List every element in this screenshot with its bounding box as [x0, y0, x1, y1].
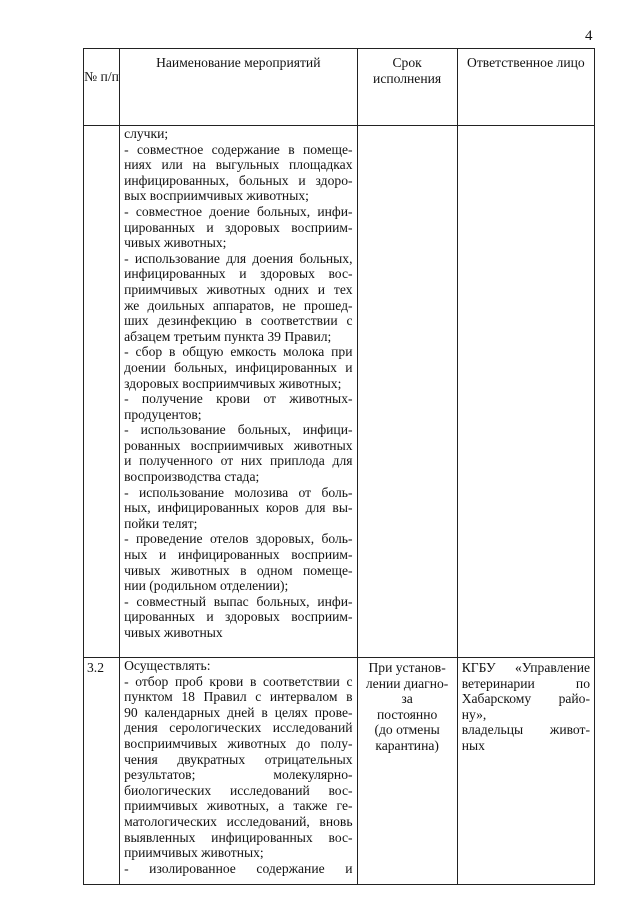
row-number: [84, 126, 120, 658]
row-number: 3.2: [84, 658, 120, 885]
text-line: - совместное доение больных, инфи-: [124, 203, 353, 219]
table-row: [84, 126, 595, 658]
text-line: абзацем третьим пункта 39 Правил;: [124, 328, 332, 344]
text-line: здоровых восприимчивых животных;: [124, 375, 342, 391]
text-line: выявленных инфицированных вос-: [124, 829, 353, 845]
text-line: и полученного от них приплода для: [124, 453, 353, 469]
table-row: [84, 658, 595, 885]
text-line: - использование больных, инфици-: [124, 422, 353, 438]
text-line: инфицированных и здоровых вос-: [124, 266, 353, 282]
text-line: - отбор проб крови в соответствии с: [124, 673, 353, 689]
text-line: ниях или на выгульных площадках: [124, 157, 353, 173]
text-line: за: [401, 691, 413, 707]
text-line: приимчивых животных;: [124, 845, 264, 861]
text-line: При установ-: [368, 660, 446, 675]
responsible-cell: [457, 658, 594, 885]
text-line: нии (родильном отделении);: [124, 578, 289, 594]
text-line: ных и инфицированных восприим-: [124, 547, 353, 563]
text-line: карантина): [375, 737, 439, 753]
text-line: пойки телят;: [124, 515, 198, 531]
text-line: - совместное содержание в помеще-: [124, 141, 353, 157]
text-line: Осуществлять:: [124, 658, 211, 673]
text-line: чивых животных;: [124, 235, 227, 251]
text-line: 90 календарных дней в целях прове-: [124, 704, 353, 720]
measure-text: [120, 126, 357, 658]
measure-text: [120, 658, 357, 885]
text-line: вых восприимчивых животных;: [124, 188, 309, 204]
text-line: лении диагно-: [365, 675, 449, 691]
measures-table: [83, 48, 595, 885]
text-line: чивых животных: [124, 625, 223, 640]
text-line: - использование молозива от боль-: [124, 484, 353, 500]
text-line: КГБУ «Управление: [461, 660, 590, 675]
text-line: владельцы живот-: [461, 722, 590, 738]
text-line: ных: [461, 737, 485, 753]
text-line: (до отмены: [374, 722, 440, 738]
text-line: рованных восприимчивых животных: [124, 437, 353, 453]
text-line: инфицированных, больных и здоро-: [124, 172, 353, 188]
text-line: дения серологических исследований: [124, 720, 353, 736]
text-line: приимчивых животных, а также ге-: [124, 798, 353, 814]
text-line: - проведение отелов здоровых, боль-: [124, 531, 353, 547]
text-line: доении больных, инфицированных и: [124, 359, 353, 375]
page-number: 4: [585, 28, 593, 44]
header-responsible: Ответственное лицо: [457, 49, 594, 126]
text-line: чивых животных в одном помеще-: [124, 562, 353, 578]
text-line: постоянно: [376, 706, 438, 722]
header-name: Наименование мероприятий: [120, 49, 357, 126]
text-line: продуцентов;: [124, 406, 202, 422]
term-cell: [357, 658, 457, 885]
header-term: Срок исполнения: [357, 49, 457, 126]
text-line: ших дезинфекцию в соответствии с: [124, 313, 353, 329]
text-line: матологических исследований, вновь: [124, 813, 353, 829]
text-line: цированных и здоровых восприим-: [124, 609, 353, 625]
text-line: восприимчивых животных до полу-: [124, 735, 353, 751]
text-line: результатов; молекулярно-: [124, 767, 353, 783]
text-line: - изолированное содержание и: [124, 860, 353, 876]
text-line: Хабарскому райо-: [461, 691, 590, 707]
text-line: цированных и здоровых восприим-: [124, 219, 353, 235]
text-line: - сбор в общую емкость молока при: [124, 344, 353, 360]
text-line: ну»,: [461, 706, 487, 722]
header-number: № п/п: [84, 49, 120, 126]
text-line: же доильных аппаратов, не прошед-: [124, 297, 353, 313]
text-line: ветеринарии по: [461, 675, 590, 691]
table-header-row: [84, 49, 595, 126]
text-line: - получение крови от животных-: [124, 391, 353, 407]
text-line: воспроизводства стада;: [124, 469, 260, 485]
text-line: ных, инфицированных коров для вы-: [124, 500, 353, 516]
text-line: пунктом 18 Правил с интервалом в: [124, 689, 353, 705]
text-line: приимчивых животных одних и тех: [124, 281, 353, 297]
text-line: биологических исследований вос-: [124, 782, 353, 798]
responsible-cell: [457, 126, 594, 658]
text-line: случки;: [124, 126, 169, 141]
text-line: - совместный выпас больных, инфи-: [124, 593, 353, 609]
text-line: чения двукратных отрицательных: [124, 751, 353, 767]
text-line: - использование для доения больных,: [124, 250, 353, 266]
term-cell: [357, 126, 457, 658]
